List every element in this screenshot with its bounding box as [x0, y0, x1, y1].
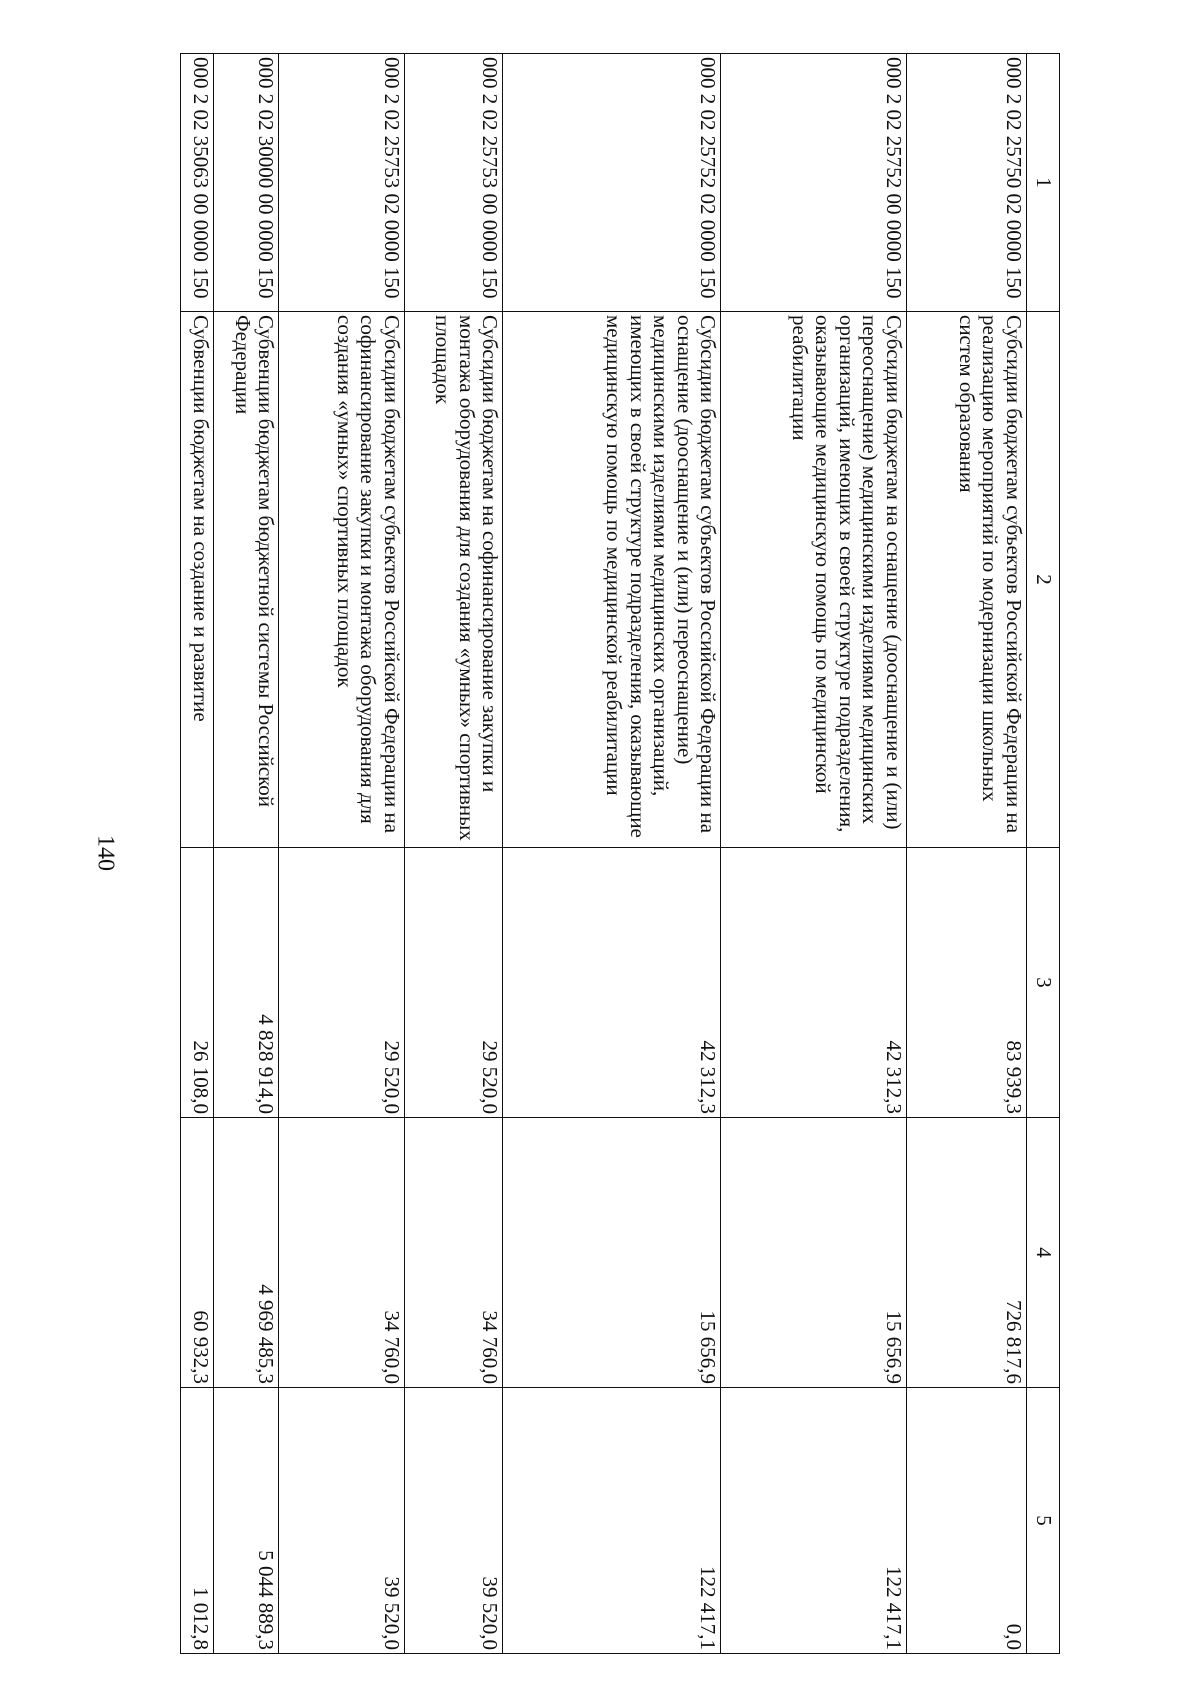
rotated-page-content: [180, 53, 1060, 1653]
column-header: 2: [1027, 312, 1060, 848]
value-col5: 39 520,0: [279, 1388, 405, 1654]
value-col3: 29 520,0: [279, 848, 405, 1118]
value-col5: 122 417,1: [721, 1388, 907, 1654]
table-row: [213, 54, 278, 1654]
budget-code: 000 2 02 25753 00 0000 150: [404, 54, 502, 312]
column-header: 4: [1027, 1118, 1060, 1388]
value-col3: 42 312,3: [721, 848, 907, 1118]
budget-code: 000 2 02 35063 00 0000 150: [181, 54, 214, 312]
table-row: [279, 54, 405, 1654]
value-col3: 4 828 914,0: [213, 848, 278, 1118]
value-col5: 0,0: [906, 1388, 1026, 1654]
budget-code: 000 2 02 30000 00 0000 150: [213, 54, 278, 312]
table-row: [721, 54, 907, 1654]
table-row: [181, 54, 214, 1654]
value-col3: 42 312,3: [503, 848, 721, 1118]
value-col5: 39 520,0: [404, 1388, 502, 1654]
value-col4: 15 656,9: [503, 1118, 721, 1388]
value-col4: 15 656,9: [721, 1118, 907, 1388]
value-col3: 29 520,0: [404, 848, 502, 1118]
item-name: Субсидии бюджетам на оснащение (дооснащение и (или) переоснащение) медицинскими изделиями медицинских организаций, имеющих в своей структуре подразделения, оказывающие медицинскую помощь по медицинской реабилитации: [721, 312, 907, 848]
budget-code: 000 2 02 25750 02 0000 150: [906, 54, 1026, 312]
value-col5: 122 417,1: [503, 1388, 721, 1654]
table-row: [404, 54, 502, 1654]
item-name: Субсидии бюджетам на софинансирование закупки и монтажа оборудования для создания «умных» спортивных площадок: [404, 312, 502, 848]
value-col4: 34 760,0: [404, 1118, 502, 1388]
budget-code: 000 2 02 25753 02 0000 150: [279, 54, 405, 312]
value-col3: 83 939,3: [906, 848, 1026, 1118]
item-name: Субсидии бюджетам субъектов Российской Федерации на реализацию мероприятий по модернизации школьных систем образования: [906, 312, 1026, 848]
value-col4: 4 969 485,3: [213, 1118, 278, 1388]
column-header: 5: [1027, 1388, 1060, 1654]
table-header-row: [1027, 54, 1060, 1654]
budget-table: [180, 53, 1060, 1654]
item-name: Субвенции бюджетам бюджетной системы Российской Федерации: [213, 312, 278, 848]
item-name: Субвенции бюджетам на создание и развитие: [181, 312, 214, 848]
value-col3: 26 108,0: [181, 848, 214, 1118]
column-header: 1: [1027, 54, 1060, 312]
value-col4: 726 817,6: [906, 1118, 1026, 1388]
item-name: Субсидии бюджетам субъектов Российской Федерации на софинансирование закупки и монтажа оборудования для создания «умных» спортивных площадок: [279, 312, 405, 848]
value-col5: 5 044 889,3: [213, 1388, 278, 1654]
page-number: 140: [92, 835, 119, 871]
column-header: 3: [1027, 848, 1060, 1118]
item-name: Субсидии бюджетам субъектов Российской Федерации на оснащение (дооснащение и (или) переоснащение) медицинскими изделиями медицинских организаций, имеющих в своей структуре подразделения, оказывающие медицинскую помощь по медицинской реабилитации: [503, 312, 721, 848]
value-col4: 60 932,3: [181, 1118, 214, 1388]
table-row: [906, 54, 1026, 1654]
value-col5: 1 012,8: [181, 1388, 214, 1654]
value-col4: 34 760,0: [279, 1118, 405, 1388]
budget-code: 000 2 02 25752 02 0000 150: [503, 54, 721, 312]
budget-code: 000 2 02 25752 00 0000 150: [721, 54, 907, 312]
table-row: [503, 54, 721, 1654]
